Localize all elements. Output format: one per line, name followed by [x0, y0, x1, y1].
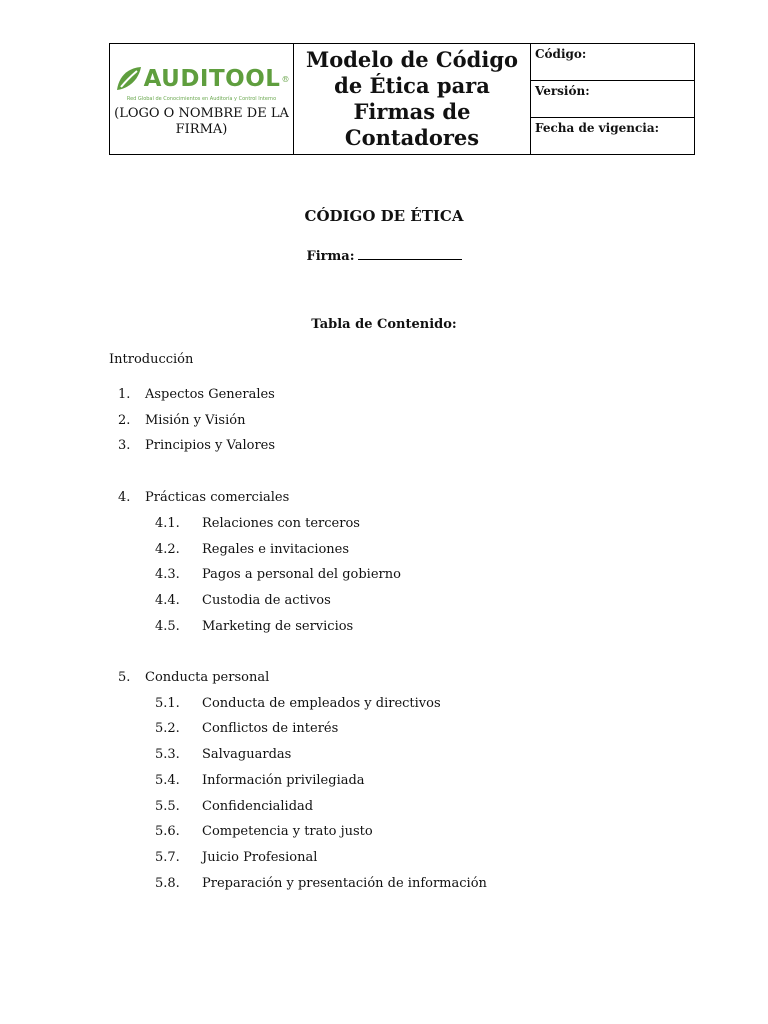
toc-intro: Introducción: [109, 352, 194, 367]
toc-number: 5.3.: [155, 747, 180, 762]
toc-label: Competencia y trato justo: [202, 824, 373, 839]
toc-label: Aspectos Generales: [145, 387, 275, 402]
logo-caption: (LOGO O NOMBRE DE LA FIRMA): [114, 106, 289, 137]
main-title: CÓDIGO DE ÉTICA: [304, 207, 464, 225]
codigo-cell: [531, 44, 695, 81]
logo-tagline: Red Global de Conocimientos en Auditoría y Control Interno: [126, 96, 277, 102]
toc-number: 4.5.: [155, 619, 180, 634]
codigo-label: Código:: [535, 47, 587, 61]
version-cell: [531, 81, 695, 118]
toc-number: 2.: [118, 413, 131, 428]
toc-number: 5.7.: [155, 850, 180, 865]
toc-label: Conflictos de interés: [202, 721, 339, 736]
firma-line: [0, 246, 768, 264]
fecha-vigencia-cell: [531, 118, 695, 155]
toc-number: 5.6.: [155, 824, 180, 839]
leaf-logo-icon: [114, 64, 144, 94]
toc-number: 4.2.: [155, 542, 180, 557]
auditool-logo: [114, 64, 290, 94]
toc-label: Marketing de servicios: [202, 619, 354, 634]
toc-label: Regales e invitaciones: [202, 542, 350, 557]
toc-number: 5.2.: [155, 721, 180, 736]
toc-number: 4.4.: [155, 593, 180, 608]
toc-number: 3.: [118, 438, 131, 453]
toc-label: Principios y Valores: [145, 438, 276, 453]
toc-label: Salvaguardas: [202, 747, 292, 762]
logo-cell: [110, 44, 294, 155]
toc-title: Tabla de Contenido:: [311, 317, 457, 332]
version-label: Versión:: [535, 84, 590, 98]
toc-number: 4.: [118, 490, 131, 505]
toc-number: 5.8.: [155, 876, 180, 891]
toc-label: Conducta personal: [145, 670, 270, 685]
toc-label: Preparación y presentación de información: [202, 876, 487, 891]
toc-label: Pagos a personal del gobierno: [202, 567, 401, 582]
toc-label: Juicio Profesional: [202, 850, 318, 865]
logo-registered-mark: ®: [281, 74, 290, 84]
toc-label: Relaciones con terceros: [202, 516, 360, 531]
document-title: Modelo de Código de Ética para Firmas de Contadores: [305, 47, 519, 150]
toc-number: 4.3.: [155, 567, 180, 582]
toc-number: 4.1.: [155, 516, 180, 531]
firma-blank-field: [358, 246, 462, 260]
title-cell: [294, 44, 531, 155]
toc-label: Conducta de empleados y directivos: [202, 696, 441, 711]
toc-number: 5.5.: [155, 799, 180, 814]
toc-label: Información privilegiada: [202, 773, 365, 788]
toc-label: Prácticas comerciales: [145, 490, 290, 505]
toc-label: Confidencialidad: [202, 799, 314, 814]
toc-label: Misión y Visión: [145, 413, 246, 428]
toc-number: 5.1.: [155, 696, 180, 711]
toc-number: 5.4.: [155, 773, 180, 788]
fecha-vigencia-label: Fecha de vigencia:: [535, 121, 660, 135]
toc-label: Custodia de activos: [202, 593, 331, 608]
toc-number: 5.: [118, 670, 131, 685]
toc-number: 1.: [118, 387, 131, 402]
firma-label: Firma:: [306, 249, 355, 264]
logo-wordmark: AUDITOOL: [143, 65, 281, 92]
document-header-table: [109, 43, 695, 155]
